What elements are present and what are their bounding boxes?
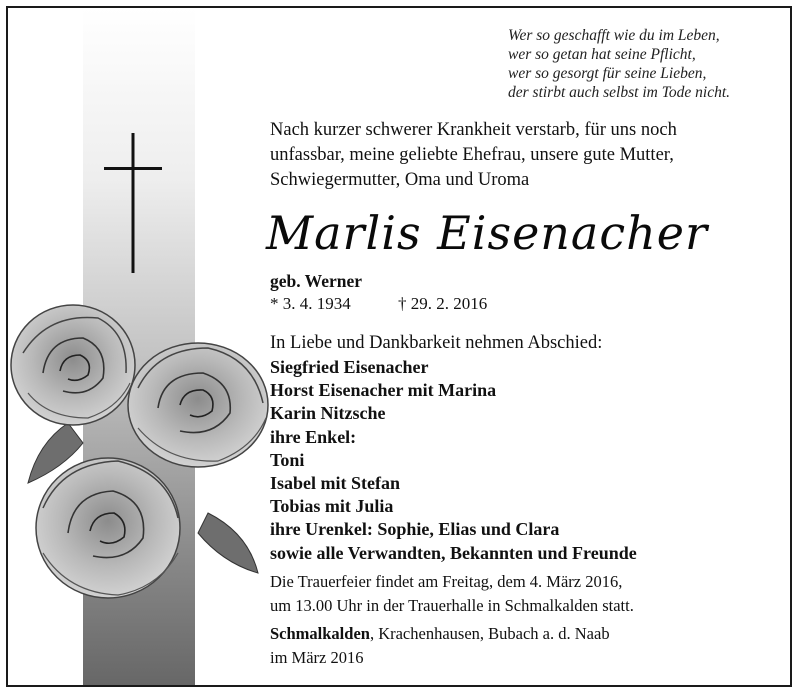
death-date: † 29. 2. 2016 (398, 294, 488, 313)
mourner-line: Siegfried Eisenacher (270, 357, 429, 377)
service-info (270, 570, 634, 618)
farewell-line: In Liebe und Dankbarkeit nehmen Abschied: (270, 333, 603, 353)
life-dates (270, 294, 487, 314)
mourner-line: Toni (270, 449, 305, 470)
intro-text (270, 118, 770, 193)
place-date: im März 2016 (270, 648, 364, 667)
cross-icon (104, 133, 164, 273)
intro-line: unfassbar, meine geliebte Ehefrau, unsere gute Mutter, (270, 145, 674, 165)
poem (508, 26, 788, 102)
place-line (270, 622, 610, 646)
roses-illustration (8, 293, 278, 623)
mourner-line: Horst Eisenacher mit Marina (270, 380, 497, 401)
place-and-date (270, 622, 610, 670)
mourner-line: sowie alle Verwandten, Bekannten und Freunde (270, 542, 637, 563)
poem-line: wer so gesorgt für seine Lieben, (508, 65, 707, 82)
obituary-frame (6, 6, 792, 687)
birth-date: * 3. 4. 1934 (270, 294, 351, 313)
poem-line: wer so getan hat seine Pflicht, (508, 46, 696, 63)
maiden-name: geb. Werner (270, 271, 363, 291)
intro-line: Schwiegermutter, Oma und Uroma (270, 170, 530, 190)
service-line: Die Trauerfeier findet am Freitag, dem 4. März 2016, (270, 572, 623, 591)
mourner-line: Karin Nitzsche (270, 403, 386, 424)
place-rest: , Krachenhausen, Bubach a. d. Naab (369, 624, 610, 643)
mourners-list (270, 356, 637, 565)
poem-line: Wer so geschafft wie du im Leben, (508, 27, 720, 44)
mourner-line: Tobias mit Julia (270, 496, 394, 517)
rose-top-left (11, 305, 135, 425)
mourner-line: ihre Enkel: (270, 426, 357, 447)
rose-bottom (36, 458, 180, 598)
service-line: um 13.00 Uhr in der Trauerhalle in Schmalkalden statt. (270, 596, 634, 615)
deceased-name: Marlis Eisenacher (266, 206, 708, 260)
intro-line: Nach kurzer schwerer Krankheit verstarb, für uns noch (270, 120, 677, 140)
poem-line: der stirbt auch selbst im Tode nicht. (508, 84, 731, 101)
place-town: Schmalkalden (270, 624, 370, 643)
rose-right (128, 343, 268, 467)
mourner-line: ihre Urenkel: Sophie, Elias und Clara (270, 519, 560, 540)
mourner-line: Isabel mit Stefan (270, 473, 400, 494)
